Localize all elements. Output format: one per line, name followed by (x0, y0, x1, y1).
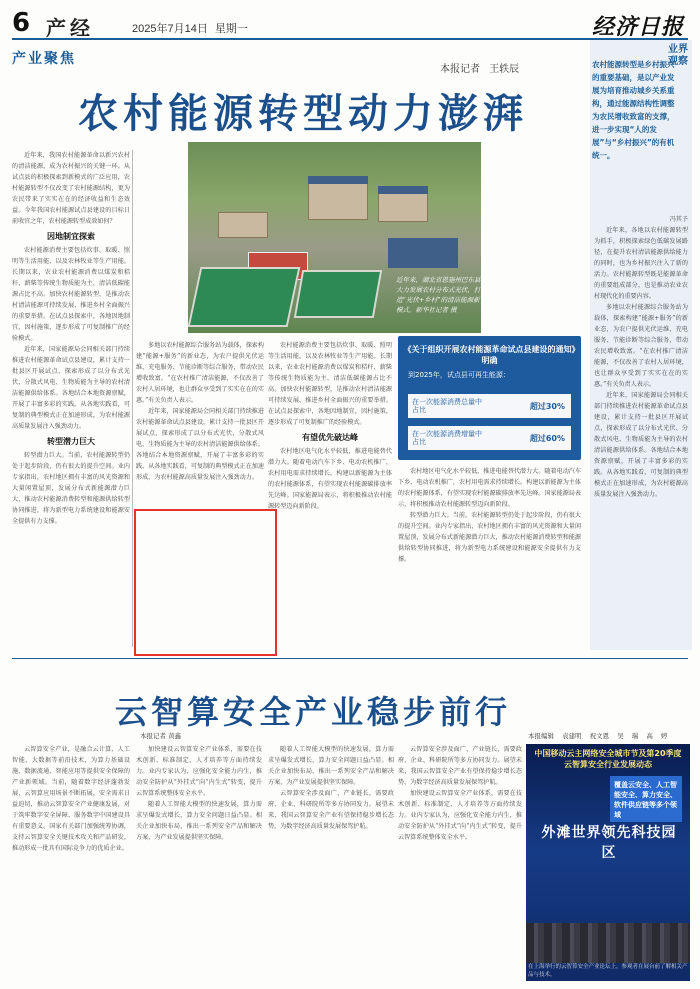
article2-column-2 (136, 744, 262, 982)
page-header (12, 10, 688, 40)
sidebar-body (594, 214, 688, 644)
article1-column-3 (268, 340, 392, 645)
photo1-caption: 近年来，湖北省恩施州巴东县大力发展农村分布式光伏，打造“光伏+乡村”的清洁能源新模式。新华社记者 摄 (396, 276, 481, 314)
infobox-row-1-label: 在一次能源消费总量中占比 (412, 398, 482, 414)
subhead-1: 因地制宜探索 (47, 232, 95, 241)
article1-col2: 近年来，国家能源局会同相关部门持续推进农村能源革命试点县建设，累计支持一批县区开展试点，探索形成了以分布式光伏、分散式风电、生物质能为主导的农村清洁能源供给体系。各地结合本地资源禀赋，开展了丰富多彩的实践。从各地实践看，可复制的典型模式正在加速形成，为农村能源高质量发展注入强劲动力。 (12, 346, 130, 430)
infobox-row-1-value: 超过30% (529, 402, 565, 411)
article2-byline: 本报记者 黄鑫 (140, 732, 182, 740)
page-title: 产经 (46, 16, 94, 40)
sidebar-pullquote: 农村能源转型是乡村振兴的重要基础，是以产业发展为培育推动城乡关系重构，通过能源结构性调整为农民增收致富的支撑，进一步实现“人的发展”与“乡村振兴”的有机统一。 (592, 60, 675, 160)
article1-column-1 (12, 150, 130, 647)
article2-col3b: 云智算安全涉及面广、产业链长，需要政府、企业、科研院所等多方协同发力。展望未来，我国云智算安全产业有望保持稳步增长态势，为数字经济高质量发展保驾护航。 (268, 790, 394, 830)
subhead-2: 转型潜力巨大 (47, 437, 95, 446)
article1-col5b: 农村地区电气化水平较低，推进电能替代潜力大。随着电动汽车下乡、电动农机推广，农村用电需求持续增长。构建以新能源为主体的农村能源体系，有望实现农村能源碳排放率先达峰。国家能源局表示，将积极推动农村能源转型迈向新阶段。 (268, 448, 392, 510)
policy-info-box (398, 336, 581, 460)
article2-column-1 (12, 744, 130, 982)
infobox-row-2 (408, 426, 571, 450)
article2-col4: 云智算安全涉及面广、产业链长，需要政府、企业、科研院所等多方协同发力。展望未来，我国云智算安全产业有望保持稳步增长态势，为数字经济高质量发展保驾护航。 (398, 746, 522, 786)
photo2-caption: 在上海举行的云智算安全产业论坛上，参观者在展台前了解相关产品与技术。 (528, 964, 688, 978)
photo2-big-text: 外滩世界领先科技园区 (541, 825, 677, 861)
article1-col4b: 近年来，国家能源局会同相关部门持续推进农村能源革命试点县建设，累计支持一批县区开展试点，探索形成了以分布式光伏、分散式风电、生物质能为主导的农村清洁能源供给体系。各地结合本地资源禀赋，开展了丰富多彩的实践。从各地实践看，可复制的典型模式正在加速形成，为农村能源高质量发展注入强劲动力。 (136, 408, 264, 481)
article2-column-3 (268, 744, 394, 982)
photo2-credits: 本报编辑 袁建明 祝文恩 吴 瑞 高 婷 (528, 732, 668, 740)
article1-byline: 本报记者 王轶辰 (440, 64, 520, 75)
sidebar-section-tag: 业界观察 (668, 44, 688, 67)
sidebar-text-1: 近年来，各地以农村能源转型为抓手，积极探索绿色低碳发展路径，在提升农村清洁能源供给能力的同时，也为乡村振兴注入了新的活力。农村能源转型既是能源革命的重要组成部分，也是推动农业农村现代化的重要内容。 (594, 227, 688, 300)
infobox-row-2-label: 在一次能源消费增量中占比 (412, 430, 482, 446)
article2-headline: 云智算安全产业稳步前行 (115, 693, 512, 731)
article2-column-4 (398, 744, 522, 982)
article1-col1: 农村能源消费主要包括炊事、取暖、照明等生活用能，以及农林牧业等生产用能。长期以来，农业农村能源消费以煤炭和秸秆、薪柴等传统生物质能为主，清洁低碳能源占比不高。加快农村能源转型，是推动农村清洁能源可持续发展、推进乡村全面振兴的重要举措。在试点县探索中，各地因地制宜，因村施策，逐步形成了可复制推广的经验模式。 (12, 247, 130, 342)
article1-col5: 农村能源消费主要包括炊事、取暖、照明等生活用能，以及农林牧业等生产用能。长期以来，农业农村能源消费以煤炭和秸秆、薪柴等传统生物质能为主，清洁低碳能源占比不高。加快农村能源转型，是推动农村清洁能源可持续发展、推进乡村全面振兴的重要举措。在试点县探索中，各地因地制宜，因村施策，逐步形成了可复制推广的经验模式。 (268, 342, 392, 426)
infobox-row-2-value: 超过60% (529, 434, 565, 443)
sidebar-text-3: 近年来，国家能源局会同相关部门持续推进农村能源革命试点县建设，累计支持一批县区开展试点，探索形成了以分布式光伏、分散式风电、生物质能为主导的农村清洁能源供给体系。各地结合本地资源禀赋，开展了丰富多彩的实践。从各地实践看，可复制的典型模式正在加速形成，为农村能源高质量发展注入强劲动力。 (594, 392, 688, 498)
article1-intro: 近年来，我国农村能源革命以新兴农村的清洁能源，成为农村振兴的关键一环。从试点县的积极探索到新模式的广泛应用，农村能源转型不仅改变了农村能源结构，更为农民带来了实实在在的经济收益和生态效益。今年我国农村能源试点县建设的目标日前收官之年，农村能源转型成效如何？ (12, 152, 130, 225)
issue-date: 2025年7月14日 星期一 (132, 23, 248, 35)
photo2-side-panel: 覆盖云安全、人工智能安全、算力安全、软件供应链等多个领域 (610, 776, 682, 822)
article2-col2: 加快建设云智算安全产业体系，需要在技术创新、标准制定、人才培养等方面持续发力。业内专家认为，应强化安全能力内生，推动安全防护从“外挂式”向“内生式”转变，提升云智算系统整体安全水平。 (136, 746, 262, 797)
infobox-row-1 (408, 394, 571, 418)
infobox-title: 《关于组织开展农村能源革命试点县建设的通知》明确 (403, 345, 576, 365)
article1-headline: 农村能源转型动力澎湃 (78, 91, 528, 137)
forum-photo (526, 744, 690, 981)
article1-col6b: 转型潜力巨大。当前，农村能源转型仍处于起步阶段，仍有很大的提升空间。业内专家指出，农村地区拥有丰富的风光资源和大量闲置屋顶，发展分布式新能源潜力巨大，推动农村能源消费转型和能源供给转型协同推进，将为新型电力系统建设和能源安全提供有力支撑。 (398, 512, 581, 563)
section-label: 产业聚焦 (12, 51, 76, 67)
photo2-crowd (526, 923, 690, 963)
article2-col4b: 加快建设云智算安全产业体系，需要在技术创新、标准制定、人才培养等方面持续发力。业内专家认为，应强化安全能力内生，推动安全防护从“外挂式”向“内生式”转变，提升云智算系统整体安全水平。 (398, 790, 522, 841)
newspaper-logo: 经济日报 (591, 14, 684, 40)
article1-column-4 (398, 466, 581, 646)
article2-body: 云智算安全产业，是融合云计算、人工智能、大数据等前沿技术，为算力基础设施、数据流通、智能应用等提供安全保障的产业新领域。当前，随着数字经济蓬勃发展，云智算应用场景不断拓展，安全需求日益迫切，推动云智算安全产业健康发展，对于筑牢数字安全屏障、服务数字中国建设具有重要意义。国家有关部门加强统筹协调，支持云智算安全关键技术攻关和产品研发，推动形成一批具有国际竞争力的优质企业。 (12, 746, 130, 852)
article2-col2b: 随着人工智能大模型的快速发展，算力需求呈爆发式增长，算力安全问题日益凸显。相关企业加快布局，推出一系列安全产品和解决方案，为产业发展提供坚实保障。 (136, 801, 262, 841)
article2-col3: 随着人工智能大模型的快速发展，算力需求呈爆发式增长，算力安全问题日益凸显。相关企业加快布局，推出一系列安全产品和解决方案，为产业发展提供坚实保障。 (268, 746, 394, 786)
sidebar-byline: 冯其予 (669, 216, 688, 223)
infobox-year-note: 到2025年，试点县可再生能源： (408, 371, 510, 379)
photo2-banner: 中国移动云主网络安全城市节及第20季度云智算安全行业发展动态 (534, 749, 682, 769)
sidebar-text-2: 多地以农村能源综合服务站为载体，探索构建“能源+服务”的新业态，为农户提供光伏运维、充电服务、节能诊断等综合服务，带动农民增收致富。“在农村推广清洁能源，不仅改善了农村人居环境，也让群众享受到了实实在在的实惠。”有关负责人表示。 (594, 304, 688, 388)
article1-col4: 多地以农村能源综合服务站为载体，探索构建“能源+服务”的新业态，为农户提供光伏运维、充电服务、节能诊断等综合服务，带动农民增收致富。“在农村推广清洁能源，不仅改善了农村人居环境，也让群众享受到了实实在在的实惠。”有关负责人表示。 (136, 342, 264, 404)
page-number: 6 (12, 8, 31, 38)
article1-col6: 农村地区电气化水平较低，推进电能替代潜力大。随着电动汽车下乡、电动农机推广，农村用电需求持续增长。构建以新能源为主体的农村能源体系，有望实现农村能源碳排放率先达峰。国家能源局表示，将积极推动农村能源转型迈向新阶段。 (398, 468, 581, 508)
subhead-3: 有望优先破达峰 (302, 433, 358, 442)
article1-col3: 转型潜力巨大。当前，农村能源转型仍处于起步阶段，仍有很大的提升空间。业内专家指出，农村地区拥有丰富的风光资源和大量闲置屋顶，发展分布式新能源潜力巨大，推动农村能源消费转型和能源供给转型协同推进，将为新型电力系统建设和能源安全提供有力支撑。 (12, 452, 130, 525)
highlight-box (134, 509, 277, 656)
section-divider (12, 658, 688, 659)
